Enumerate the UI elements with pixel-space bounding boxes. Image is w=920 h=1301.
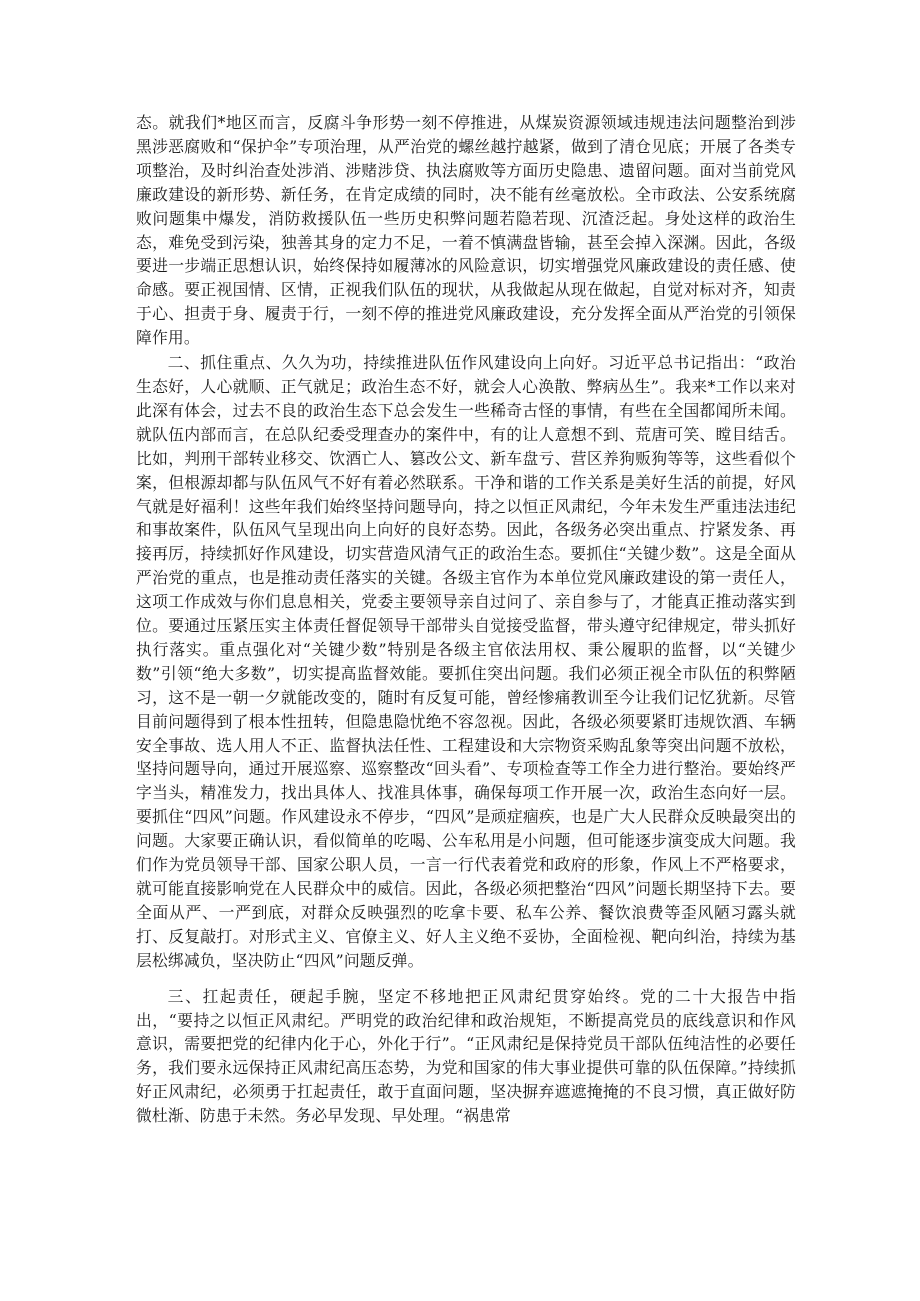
paragraph-section-three: 三、扛起责任，硬起手腕，坚定不移地把正风肃纪贯穿始终。党的二十大报告中指出，“要持之以恒正风肃纪。严明党的政治纪律和政治规矩，不断提高党员的底线意识和作风意识，需要把党的纪律内化于心，外化于行”。“正风肃纪是保持党员干部队伍纯洁性的必要任务，我们要永远保持正风肃纪高压态势，为党和国家的伟大事业提供可靠的队伍保障。”持续抓好正风肃纪，必须勇于扛起责任，敢于直面问题，坚决摒弃遮遮掩掩的不良习惯，真正做好防微杜渐、防患于未然。务必早发现、早处理。“祸患常 [136,986,796,1126]
paragraph-section-two: 二、抓住重点、久久为功，持续推进队伍作风建设向上向好。习近平总书记指出：“政治生态好，人心就顺、正气就足；政治生态不好，就会人心涣散、弊病丛生”。我来*工作以来对此深有体会，过去不良的政治生态下总会发生一些稀奇古怪的事情，有些在全国都闻所未闻。就队伍内部而言，在总队纪委受理查办的案件中，有的让人意想不到、荒唐可笑、瞠目结舌。比如，判刑干部转业移交、饮酒亡人、篡改公文、新车盘亏、营区养狗贩狗等等，这些看似个案，但根源却都与队伍风气不好有着必然联系。干净和谐的工作关系是美好生活的前提，好风气就是好福利！这些年我们始终坚持问题导向，持之以恒正风肃纪，今年未发生严重违法违纪和事故案件，队伍风气呈现出向上向好的良好态势。因此，各级务必突出重点、拧紧发条、再接再厉，持续抓好作风建设，切实营造风清气正的政治生态。要抓住“关键少数”。这是全面从严治党的重点，也是推动责任落实的关键。各级主官作为本单位党风廉政建设的第一责任人，这项工作成效与你们息息相关，党委主要领导亲自过问了、亲自参与了，才能真正推动落实到位。要通过压紧压实主体责任督促领导干部带头自觉接受监督，带头遵守纪律规定，带头抓好执行落实。重点强化对“关键少数”特别是各级主官依法用权、秉公履职的监督，以“关键少数”引领“绝大多数”，切实提高监督效能。要抓住突出问题。我们必须正视全市队伍的积弊陋习，这不是一朝一夕就能改变的，随时有反复可能，曾经惨痛教训至今让我们记忆犹新。尽管目前问题得到了根本性扭转，但隐患隐忧绝不容忽视。因此，各级必须要紧盯违规饮酒、车辆安全事故、选人用人不正、监督执法任性、工程建设和大宗物资采购乱象等突出问题不放松，坚持问题导向，通过开展巡察、巡察整改“回头看”、专项检查等工作全力进行整治。要始终严字当头，精准发力，找出具体人、找准具体事，确保每项工作开展一次，政治生态向好一层。要抓住“四风”问题。作风建设永不停步，“四风”是顽症痼疾，也是广大人民群众反映最突出的问题。大家要正确认识，看似简单的吃喝、公车私用是小问题，但可能逐步演变成大问题。我们作为党员领导干部、国家公职人员，一言一行代表着党和政府的形象，作风上不严格要求，就可能直接影响党在人民群众中的威信。因此，各级必须把整治“四风”问题长期坚持下去。要全面从严、一严到底，对群众反映强烈的吃拿卡要、私车公养、餐饮浪费等歪风陋习露头就打、反复敲打。对形式主义、官僚主义、好人主义绝不妥协，全面检视、靶向纠治，持续为基层松绑减负，坚决防止“四风”问题反弹。 [136,353,796,970]
paragraph-continuation: 态。就我们*地区而言，反腐斗争形势一刻不停推进，从煤炭资源领域违规违法问题整治到涉黑涉恶腐败和“保护伞”专项治理，从严治党的螺丝越拧越紧，做到了清仓见底；开展了各类专项整治，及时纠治查处涉消、涉赌涉贷、执法腐败等方面历史隐患、遗留问题。面对当前党风廉政建设的新形势、新任务，在肯定成绩的同时，决不能有丝毫放松。全市政法、公安系统腐败问题集中爆发，消防救援队伍一些历史积弊问题若隐若现、沉渣泛起。身处这样的政治生态，难免受到污染，独善其身的定力不足，一着不慎满盘皆输，甚至会掉入深渊。因此，各级要进一步端正思想认识，始终保持如履薄冰的风险意识，切实增强党风廉政建设的责任感、使命感。要正视国情、区情，正视我们队伍的现状，从我做起从现在做起，自觉对标对齐，知责于心、担责于身、履责于行，一刻不停的推进党风廉政建设，充分发挥全面从严治党的引领保障作用。 [136,113,796,348]
document-body [136,111,796,1128]
